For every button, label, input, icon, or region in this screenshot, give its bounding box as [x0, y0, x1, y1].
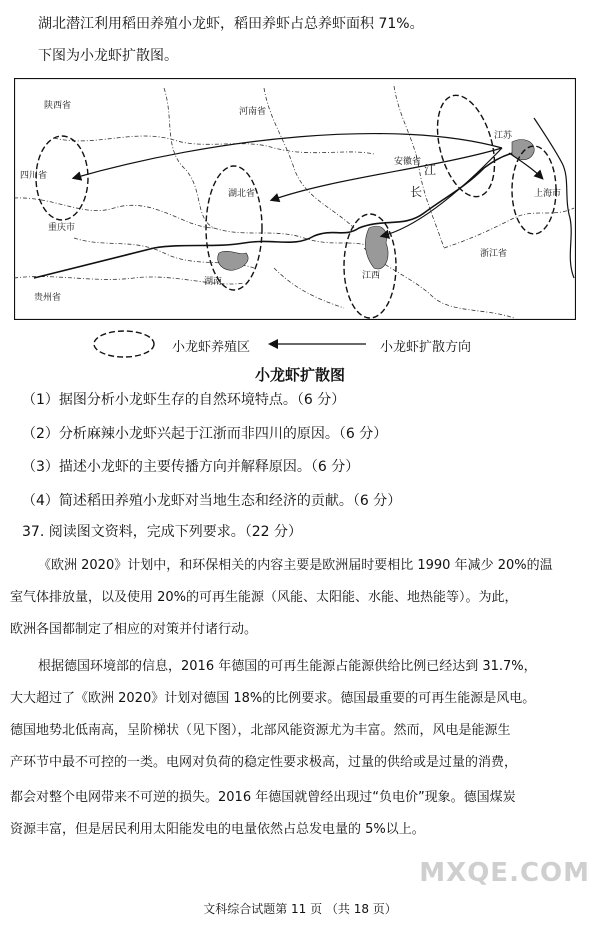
q37-p1-line-1: 《欧洲 2020》计划中，和环保相关的内容主要是欧洲届时要相比 1990 年减少 20%的温 — [38, 558, 553, 573]
label-hunan: 湖南 — [204, 277, 223, 287]
label-guizhou: 贵州省 — [34, 293, 62, 303]
label-jiangsu: 江苏 — [494, 131, 513, 141]
question-1: （1）据图分析小龙虾生存的自然环境特点。（6 分） — [22, 392, 346, 408]
q37-p2-line-6: 资源丰富，但是居民利用太阳能发电的电量依然占总发电量的 5%以上。 — [10, 822, 425, 837]
label-zhejiang: 浙江省 — [480, 249, 508, 259]
q37-p2-line-5: 都会对整个电网带来不可逆的损失。2016 年德国就曾经出现过“负电价”现象。德国煤炭 — [10, 790, 516, 805]
q37-p2-line-3: 德国地势北低南高，呈阶梯状（见下图），北部风能资源尤为丰富。然而，风电是能源生 — [10, 723, 511, 738]
map-legend — [90, 328, 530, 362]
watermark: MXQE.COM — [419, 858, 590, 888]
label-sichuan: 四川省 — [20, 171, 48, 181]
q37-p2-line-1: 根据德国环境部的信息，2016 年德国的可再生能源占能源供给比例已经达到 31.7%， — [38, 659, 537, 674]
label-shanghai: 上海市 — [534, 189, 562, 199]
intro-line-2: 下图为小龙虾扩散图。 — [38, 48, 178, 64]
question-2: （2）分析麻辣小龙虾兴起于江浙而非四川的原因。（6 分） — [22, 426, 388, 442]
label-shaanxi: 陕西省 — [44, 101, 72, 111]
page-footer: 文科综合试题第 11 页 （共 18 页） — [203, 902, 397, 916]
legend-arrow-icon — [268, 336, 368, 352]
legend-ellipse-icon — [90, 328, 160, 360]
legend-breeding-area-label: 小龙虾养殖区 — [172, 340, 251, 355]
question-3: （3）描述小龙虾的主要传播方向并解释原因。（6 分） — [22, 459, 360, 475]
label-chang: 长 — [410, 185, 423, 199]
label-henan: 河南省 — [239, 107, 267, 117]
intro-line-1: 湖北潜江利用稻田养殖小龙虾，稻田养虾占总养虾面积 71%。 — [38, 16, 424, 32]
q37-p2-line-2: 大大超过了《欧洲 2020》计划对德国 18%的比例要求。德国最重要的可再生能源是风电。 — [10, 691, 536, 706]
q37-p1-line-2: 室气体排放量，以及使用 20%的可再生能源（风能、太阳能、水能、地热能等）。为此， — [10, 590, 518, 605]
label-jiang: 江 — [424, 163, 437, 177]
label-chongqing: 重庆市 — [48, 223, 76, 233]
q37-p2-line-4: 产环节中最不可控的一类。电网对负荷的稳定性要求极高，过量的供给或是过量的消费， — [10, 755, 518, 770]
map-frame — [15, 79, 576, 320]
figure-caption: 小龙虾扩散图 — [254, 366, 345, 384]
question-4: （4）简述稻田养殖小龙虾对当地生态和经济的贡献。（6 分） — [22, 493, 402, 509]
q37-p1-line-3: 欧洲各国都制定了相应的对策并付诸行动。 — [10, 622, 258, 637]
label-hubei: 湖北省 — [228, 189, 256, 199]
q37-header: 37. 阅读图文资料，完成下列要求。（22 分） — [22, 524, 302, 540]
label-anhui: 安徽省 — [394, 157, 422, 167]
crayfish-spread-map — [14, 78, 576, 320]
legend-direction-label: 小龙虾扩散方向 — [380, 340, 472, 355]
label-jiangxi: 江西 — [362, 271, 381, 281]
